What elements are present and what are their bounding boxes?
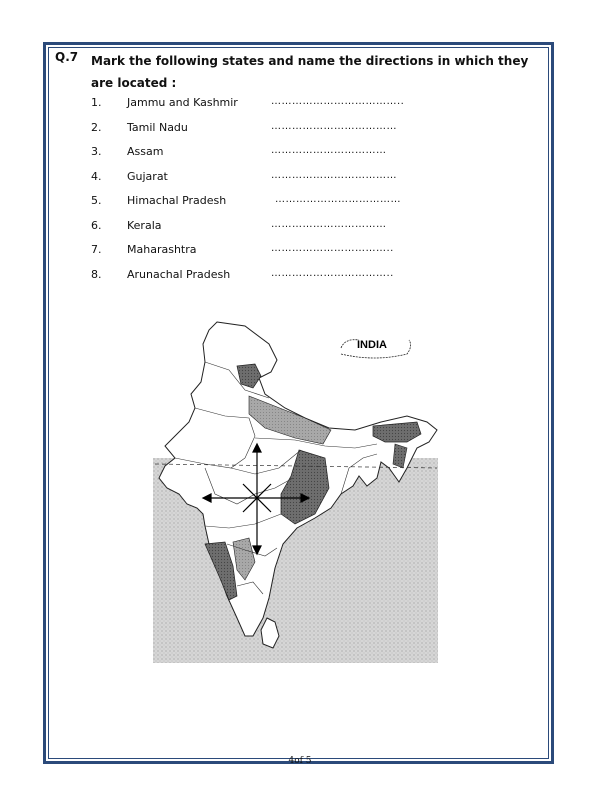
item-number: 1. bbox=[91, 96, 102, 109]
page-number: 4of 5 bbox=[288, 756, 312, 766]
india-map bbox=[145, 318, 445, 663]
question-number: Q.7 bbox=[55, 50, 79, 64]
answer-blank: …………………………… bbox=[271, 219, 387, 230]
item-state: Assam bbox=[127, 145, 164, 158]
answer-blank: ……………………………….. bbox=[271, 96, 405, 107]
item-number: 4. bbox=[91, 170, 102, 183]
item-number: 5. bbox=[91, 194, 102, 207]
item-state: Maharashtra bbox=[127, 243, 197, 256]
item-state: Arunachal Pradesh bbox=[127, 268, 231, 281]
item-number: 2. bbox=[91, 121, 102, 134]
item-state: Kerala bbox=[127, 219, 162, 232]
answer-blank: ……………………………… bbox=[271, 170, 397, 181]
answer-blank: ……………………………… bbox=[271, 121, 397, 132]
map-title-label bbox=[341, 339, 411, 358]
item-state: Gujarat bbox=[127, 170, 168, 183]
question-text: Mark the following states and name the directions in which they are located : bbox=[91, 54, 529, 90]
item-number: 7. bbox=[91, 243, 102, 256]
item-number: 8. bbox=[91, 268, 102, 281]
answer-blank: …………………………….. bbox=[271, 268, 394, 279]
map-title: INDIA bbox=[357, 339, 387, 351]
item-number: 3. bbox=[91, 145, 102, 158]
answer-blank: ……………………………… bbox=[275, 194, 401, 205]
item-state: Himachal Pradesh bbox=[127, 194, 227, 207]
answer-blank: …………………………….. bbox=[271, 243, 394, 254]
answer-blank: …………………………… bbox=[271, 145, 387, 156]
item-number: 6. bbox=[91, 219, 102, 232]
item-state: Jammu and Kashmir bbox=[127, 96, 238, 109]
item-state: Tamil Nadu bbox=[127, 121, 188, 134]
